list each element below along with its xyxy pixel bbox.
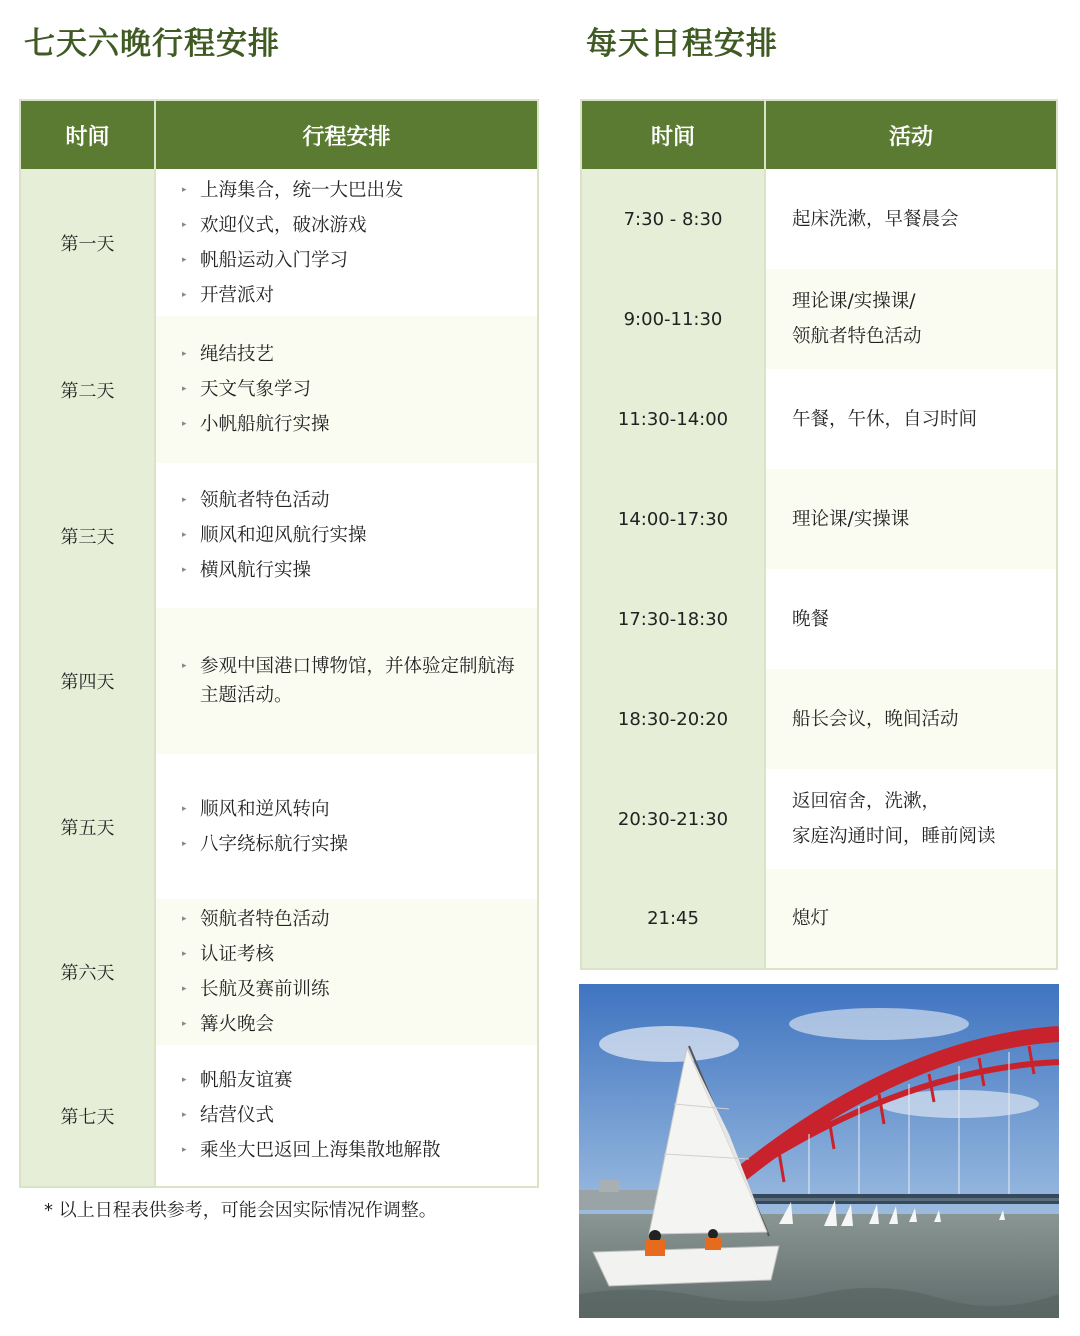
daily-time: 7:30 - 8:30 [581, 169, 765, 269]
bullet-icon: ▸ [182, 661, 187, 671]
daily-header-time: 时间 [581, 100, 765, 169]
itinerary-table [19, 99, 539, 1188]
daily-activity-line: 晚餐 [792, 608, 830, 630]
daily-activity [765, 569, 1057, 669]
daily-row [581, 869, 1057, 969]
itinerary-activities [155, 463, 538, 608]
daily-row [581, 469, 1057, 569]
daily-time: 11:30-14:00 [581, 369, 765, 469]
activity-item [182, 1133, 521, 1168]
activity-item [182, 278, 521, 313]
bullet-icon: ▸ [182, 565, 187, 575]
bullet-icon: ▸ [182, 384, 187, 394]
bullet-icon: ▸ [182, 984, 187, 994]
activity-item [182, 972, 521, 1007]
activity-text: 小帆船航行实操 [200, 414, 330, 435]
daily-activity [765, 869, 1057, 969]
itinerary-row [20, 754, 538, 899]
daily-header-activity: 活动 [765, 100, 1057, 169]
schedule-note: * 以上日程表供参考，可能会因实际情况作调整。 [44, 1200, 437, 1221]
bullet-icon: ▸ [182, 254, 187, 265]
itinerary-activities [155, 169, 538, 316]
daily-activity [765, 669, 1057, 769]
activity-item [182, 518, 521, 553]
bullet-icon: ▸ [182, 803, 187, 814]
daily-activity-line: 家庭沟通时间，睡前阅读 [792, 826, 996, 847]
activity-text: 长航及赛前训练 [200, 979, 330, 1000]
activity-item [182, 173, 521, 208]
itinerary-activities [155, 1045, 538, 1187]
activity-text: 篝火晚会 [200, 1014, 275, 1035]
itinerary-row [20, 316, 538, 463]
activity-text: 帆船运动入门学习 [200, 249, 349, 271]
activity-item [182, 553, 521, 588]
itinerary-day: 第二天 [20, 316, 155, 463]
daily-row [581, 169, 1057, 269]
bullet-icon: ▸ [182, 949, 187, 959]
bullet-icon: ▸ [182, 184, 187, 195]
activity-item [182, 1007, 521, 1042]
bullet-icon: ▸ [182, 1075, 187, 1085]
activity-item [182, 407, 521, 442]
activity-text: 上海集合，统一大巴出发 [200, 179, 404, 201]
activity-item [182, 827, 521, 862]
bullet-icon: ▸ [182, 1145, 187, 1155]
daily-activity [765, 369, 1057, 469]
daily-activity-line: 起床洗漱，早餐晨会 [792, 208, 959, 230]
activity-text: 顺风和逆风转向 [200, 798, 330, 820]
itinerary-row [20, 608, 538, 754]
activity-text: 横风航行实操 [200, 560, 312, 581]
bullet-icon: ▸ [182, 1110, 187, 1120]
daily-time: 20:30-21:30 [581, 769, 765, 869]
itinerary-activities [155, 608, 538, 754]
itinerary-day: 第六天 [20, 899, 155, 1045]
bullet-icon: ▸ [182, 419, 187, 429]
daily-time: 21:45 [581, 869, 765, 969]
daily-time: 17:30-18:30 [581, 569, 765, 669]
itinerary-header-time: 时间 [20, 100, 155, 169]
itinerary-row [20, 899, 538, 1045]
activity-item [182, 1063, 521, 1098]
bullet-icon: ▸ [182, 530, 187, 540]
itinerary-day: 第一天 [20, 169, 155, 316]
daily-row [581, 569, 1057, 669]
activity-item [182, 652, 521, 710]
daily-activity-line: 船长会议，晚间活动 [792, 708, 959, 730]
activity-text: 领航者特色活动 [200, 909, 330, 930]
daily-row [581, 269, 1057, 369]
activity-item [182, 902, 521, 937]
daily-activity [765, 769, 1057, 869]
daily-activity [765, 469, 1057, 569]
daily-activity-line: 理论课/实操课/ [792, 291, 916, 312]
bullet-icon: ▸ [182, 495, 187, 505]
daily-activity [765, 169, 1057, 269]
daily-activity-line: 午餐，午休，自习时间 [792, 408, 978, 430]
activity-text: 绳结技艺 [200, 344, 275, 365]
itinerary-day: 第七天 [20, 1045, 155, 1187]
itinerary-row [20, 1045, 538, 1187]
daily-row [581, 669, 1057, 769]
activity-item [182, 1098, 521, 1133]
daily-activity-line: 熄灯 [792, 908, 830, 929]
bullet-icon: ▸ [182, 914, 187, 924]
activity-text: 认证考核 [200, 944, 275, 965]
daily-schedule-table [580, 99, 1058, 970]
itinerary-activities [155, 754, 538, 899]
daily-schedule-title: 每天日程安排 [586, 26, 778, 62]
daily-row [581, 769, 1057, 869]
activity-item [182, 792, 521, 827]
daily-row [581, 369, 1057, 469]
activity-text: 天文气象学习 [200, 379, 312, 400]
activity-text: 顺风和迎风航行实操 [200, 525, 367, 546]
itinerary-row [20, 463, 538, 608]
itinerary-day: 第三天 [20, 463, 155, 608]
activity-item [182, 208, 521, 243]
activity-item [182, 937, 521, 972]
activity-item [182, 483, 521, 518]
daily-activity-line: 返回宿舍，洗漱， [792, 791, 941, 812]
activity-item [182, 372, 521, 407]
itinerary-activities [155, 899, 538, 1045]
daily-time: 9:00-11:30 [581, 269, 765, 369]
itinerary-header-schedule: 行程安排 [155, 100, 538, 169]
activity-text: 领航者特色活动 [200, 490, 330, 511]
itinerary-activities [155, 316, 538, 463]
bullet-icon: ▸ [182, 1019, 187, 1029]
itinerary-row [20, 169, 538, 316]
daily-activity [765, 269, 1057, 369]
itinerary-day: 第五天 [20, 754, 155, 899]
bullet-icon: ▸ [182, 838, 187, 849]
itinerary-title: 七天六晚行程安排 [24, 26, 280, 62]
activity-item [182, 337, 521, 372]
itinerary-day: 第四天 [20, 608, 155, 754]
activity-text: 帆船友谊赛 [200, 1070, 293, 1091]
activity-item [182, 243, 521, 278]
daily-time: 14:00-17:30 [581, 469, 765, 569]
daily-activity-line: 领航者特色活动 [792, 326, 922, 347]
bullet-icon: ▸ [182, 289, 187, 300]
activity-text: 欢迎仪式，破冰游戏 [200, 214, 367, 236]
activity-text: 参观中国港口博物馆，并体验定制航海主题活动。 [200, 656, 515, 706]
bullet-icon: ▸ [182, 219, 187, 230]
sailing-photo [579, 984, 1059, 1318]
activity-text: 开营派对 [200, 284, 275, 306]
activity-text: 八字绕标航行实操 [200, 833, 349, 855]
daily-time: 18:30-20:20 [581, 669, 765, 769]
daily-activity-line: 理论课/实操课 [792, 508, 910, 530]
activity-text: 乘坐大巴返回上海集散地解散 [200, 1140, 441, 1161]
activity-text: 结营仪式 [200, 1105, 275, 1126]
bullet-icon: ▸ [182, 349, 187, 359]
